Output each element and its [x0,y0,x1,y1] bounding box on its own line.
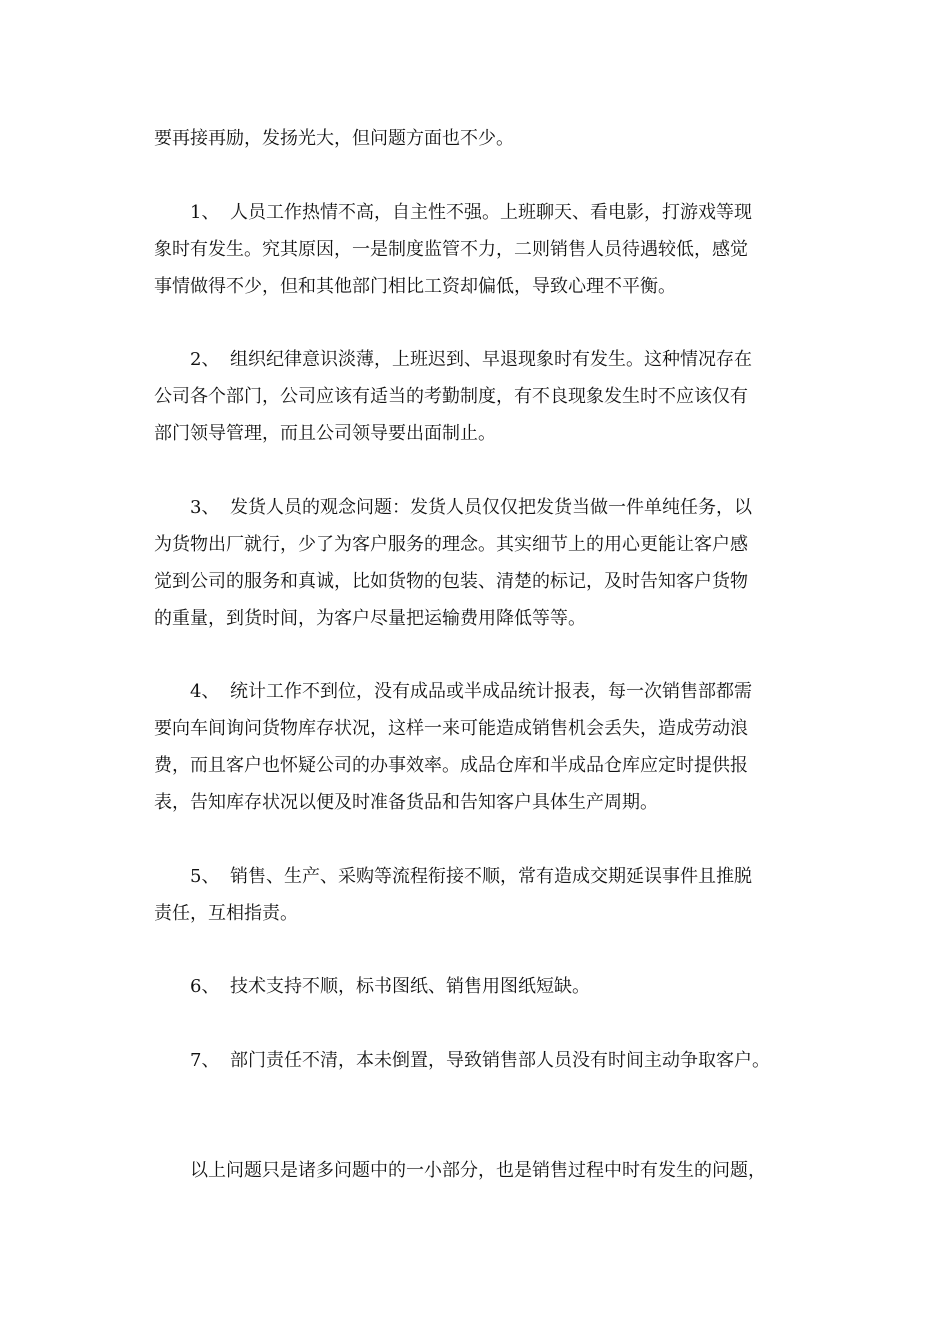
item-6-line-1 [190,974,590,1000]
item-2-number: 2、 [190,349,220,370]
item-4-line-4: 表，告知库存状况以便及时准备货品和告知客户具体生产周期。 [154,792,658,813]
item-3-line-2: 为货物出厂就行，少了为客户服务的理念。其实细节上的用心更能让客户感 [154,534,748,555]
item-1-line-1 [190,200,752,226]
item-4-line-3: 费，而且客户也怀疑公司的办事效率。成品仓库和半成品仓库应定时提供报 [154,755,748,776]
item-3-line-4: 的重量，到货时间，为客户尽量把运输费用降低等等。 [154,608,586,629]
item-6-number: 6、 [190,976,220,997]
item-7-text-1: 部门责任不清，本未倒置，导致销售部人员没有时间主动争取客户。 [230,1050,770,1071]
item-4-line-1 [190,679,752,705]
item-7-line-1 [190,1048,770,1074]
closing-line: 以上问题只是诸多问题中的一小部分，也是销售过程中时有发生的问题， [190,1160,766,1181]
item-5-number: 5、 [190,866,220,887]
item-1-line-2: 象时有发生。究其原因，一是制度监管不力，二则销售人员待遇较低，感觉 [154,239,748,260]
item-4-text-1: 统计工作不到位，没有成品或半成品统计报表，每一次销售部都需 [230,681,752,702]
item-3-line-1 [190,495,752,521]
item-3-line-3: 觉到公司的服务和真诚，比如货物的包装、清楚的标记，及时告知客户货物 [154,571,748,592]
item-5-line-1 [190,864,752,890]
item-2-line-3: 部门领导管理，而且公司领导要出面制止。 [154,423,496,444]
item-4-line-2: 要向车间询问货物库存状况，这样一来可能造成销售机会丢失，造成劳动浪 [154,718,748,739]
item-3-number: 3、 [190,497,220,518]
item-2-text-1: 组织纪律意识淡薄，上班迟到、早退现象时有发生。这种情况存在 [230,349,752,370]
item-4-number: 4、 [190,681,220,702]
item-5-text-1: 销售、生产、采购等流程衔接不顺，常有造成交期延误事件且推脱 [230,866,752,887]
item-2-line-1 [190,347,752,373]
item-1-number: 1、 [190,202,220,223]
item-3-text-1: 发货人员的观念问题：发货人员仅仅把发货当做一件单纯任务，以 [230,497,752,518]
item-7-number: 7、 [190,1050,220,1071]
item-5-line-2: 责任，互相指责。 [154,903,298,924]
item-1-text-1: 人员工作热情不高，自主性不强。上班聊天、看电影，打游戏等现 [230,202,752,223]
item-2-line-2: 公司各个部门，公司应该有适当的考勤制度，有不良现象发生时不应该仅有 [154,386,748,407]
item-6-text-1: 技术支持不顺，标书图纸、销售用图纸短缺。 [230,976,590,997]
item-1-line-3: 事情做得不少，但和其他部门相比工资却偏低，导致心理不平衡。 [154,276,676,297]
intro-line: 要再接再励，发扬光大，但问题方面也不少。 [154,128,514,149]
